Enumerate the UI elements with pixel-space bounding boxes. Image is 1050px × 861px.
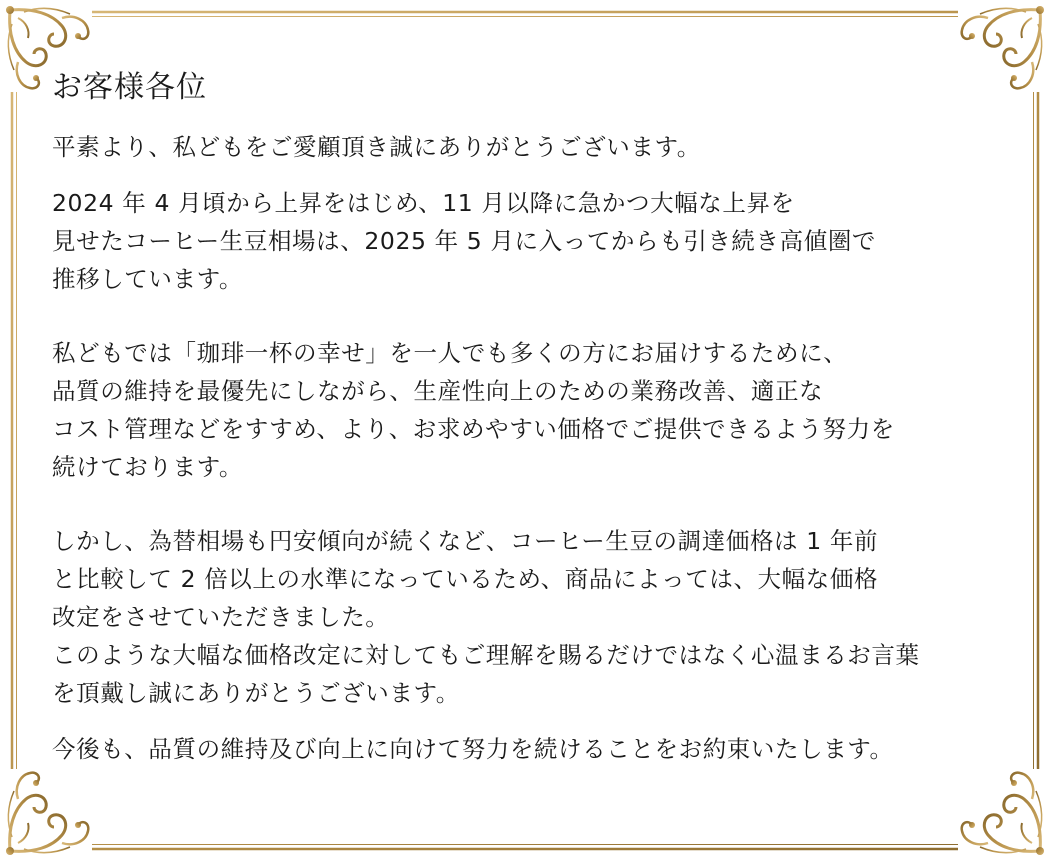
text-line: このような大幅な価格改定に対してもご理解を賜るだけではなく心温まるお言葉	[52, 641, 920, 669]
text-line: 品質の維持を最優先にしながら、生産性向上のための業務改善、適正な	[52, 377, 824, 405]
corner-ornament-bottom-left	[4, 769, 92, 857]
text-line: 推移しています。	[52, 265, 243, 293]
paragraph-market	[52, 184, 1012, 298]
text-line: しかし、為替相場も円安傾向が続くなど、コーヒー生豆の調達価格は 1 年前	[52, 527, 879, 555]
text-line: を頂戴し誠にありがとうございます。	[52, 679, 460, 707]
text-line: 見せたコーヒー生豆相場は、2025 年 5 月に入ってからも引き続き高値圏で	[52, 227, 877, 255]
paragraph-promise	[52, 730, 1012, 768]
text-line: 今後も、品質の維持及び向上に向けて努力を続けることをお約束いたします。	[52, 735, 894, 763]
paragraph-efforts	[52, 334, 1012, 486]
text-line: コスト管理などをすすめ、より、お求めやすい価格でご提供できるよう努力を	[52, 415, 895, 443]
text-line: と比較して 2 倍以上の水準になっているため、商品によっては、大幅な価格	[52, 565, 879, 593]
salutation: お客様各位	[52, 70, 207, 105]
corner-ornament-bottom-right	[958, 769, 1046, 857]
text-line: 続けております。	[52, 453, 243, 481]
text-line: 2024 年 4 月頃から上昇をはじめ、11 月以降に急かつ大幅な上昇を	[52, 189, 795, 217]
text-line: 私どもでは「珈琲一杯の幸せ」を一人でも多くの方にお届けするために、	[52, 339, 848, 367]
paragraph-price-revision	[52, 522, 1012, 712]
letter-body	[52, 62, 1012, 768]
paragraph-greeting	[52, 128, 1012, 166]
text-line: 改定をさせていただきました。	[52, 603, 390, 631]
text-line: 平素より、私どもをご愛顧頂き誠にありがとうございます。	[52, 133, 701, 161]
